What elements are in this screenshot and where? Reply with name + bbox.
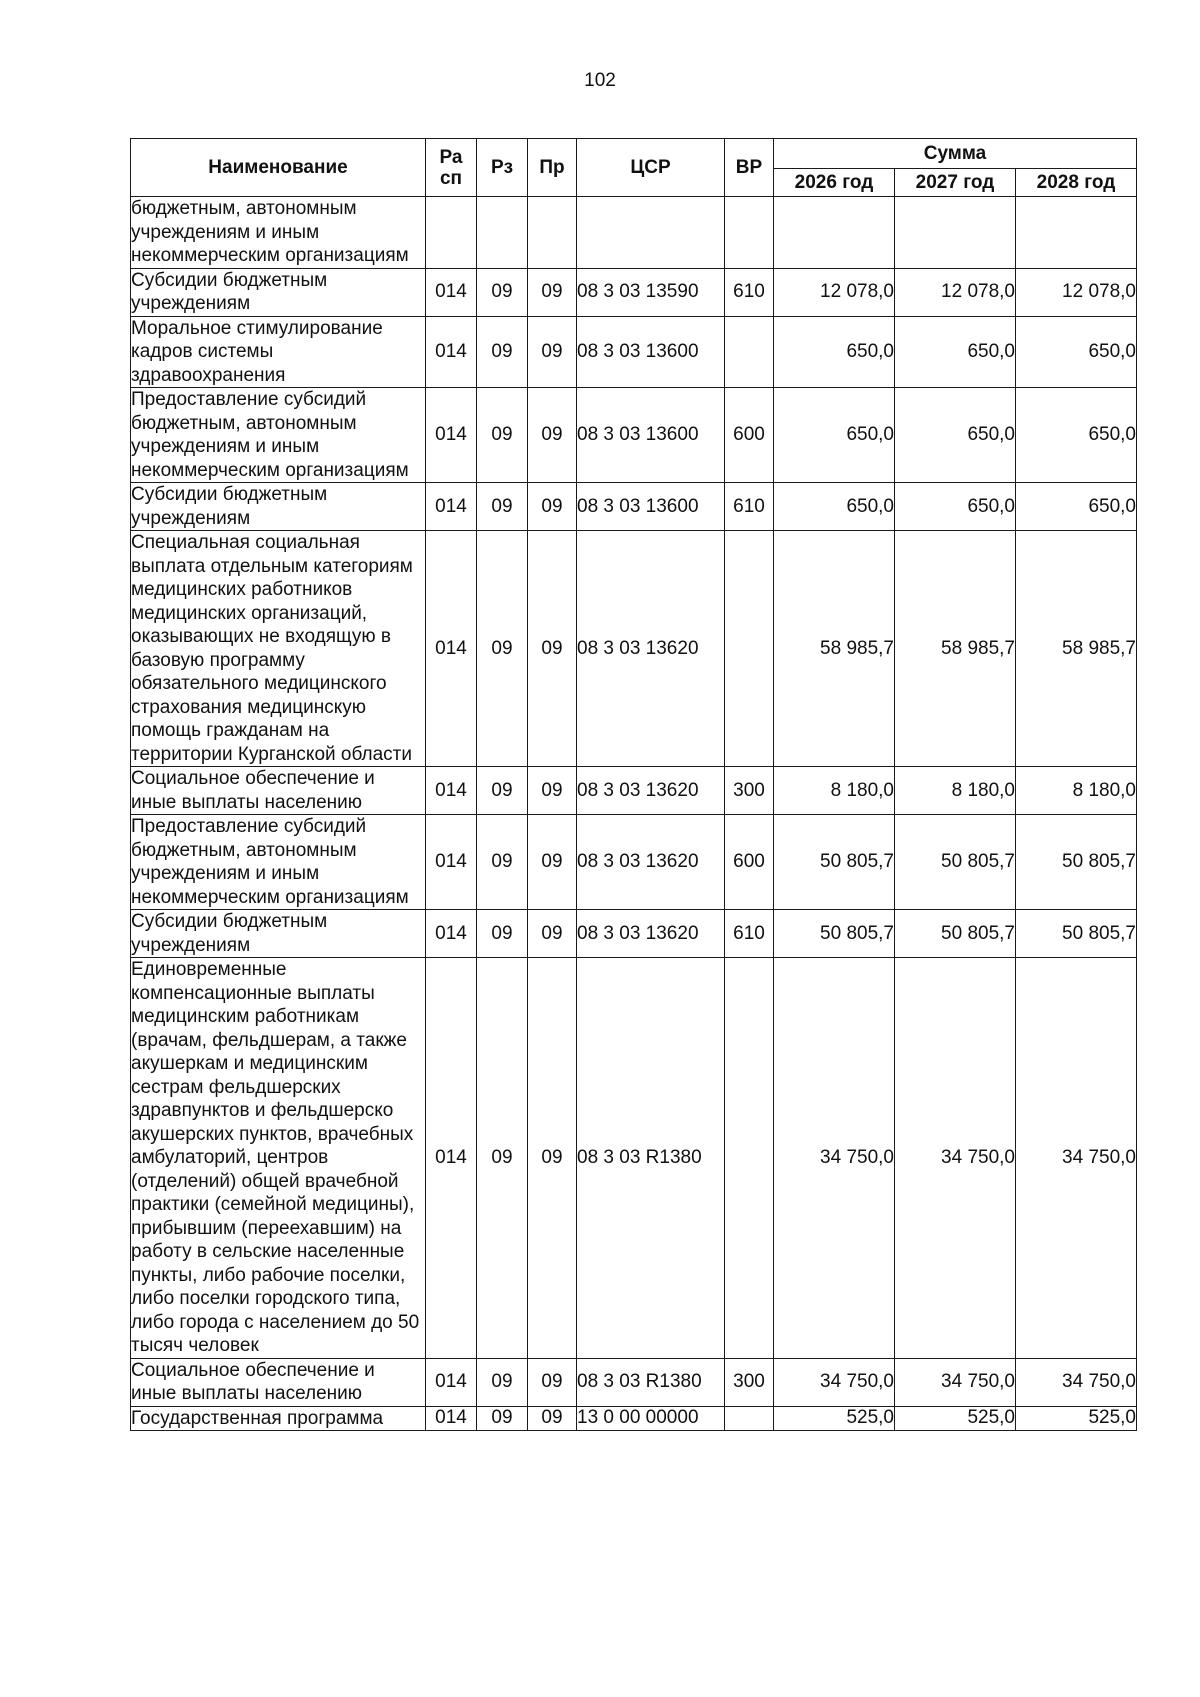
row-sum-2026 (774, 197, 895, 269)
row-sum-2028: 34 750,0 (1016, 958, 1137, 1359)
table-row (131, 1358, 1137, 1406)
row-pr: 09 (528, 316, 577, 388)
row-pr: 09 (528, 1406, 577, 1431)
header-year-2026: 2026 год (774, 169, 895, 197)
row-sum-2027: 50 805,7 (895, 910, 1016, 958)
row-pr: 09 (528, 767, 577, 815)
row-sum-2027: 8 180,0 (895, 767, 1016, 815)
row-rasp: 014 (426, 1358, 477, 1406)
row-sum-2026: 8 180,0 (774, 767, 895, 815)
row-sum-2027: 525,0 (895, 1406, 1016, 1431)
row-name: Субсидии бюджетным учреждениям (131, 910, 426, 958)
row-rz: 09 (477, 767, 528, 815)
row-rz: 09 (477, 1406, 528, 1431)
row-pr: 09 (528, 268, 577, 316)
row-sum-2028: 50 805,7 (1016, 815, 1137, 910)
row-csr: 08 3 03 13620 (577, 815, 725, 910)
row-rz: 09 (477, 815, 528, 910)
row-rasp: 014 (426, 388, 477, 483)
row-name: Социальное обеспечение и иные выплаты населению (131, 767, 426, 815)
row-rasp: 014 (426, 483, 477, 531)
row-rasp: 014 (426, 815, 477, 910)
row-sum-2028 (1016, 197, 1137, 269)
row-rasp: 014 (426, 268, 477, 316)
row-pr: 09 (528, 388, 577, 483)
row-name: Субсидии бюджетным учреждениям (131, 268, 426, 316)
row-sum-2026: 50 805,7 (774, 910, 895, 958)
row-csr: 08 3 03 R1380 (577, 1358, 725, 1406)
row-csr: 08 3 03 R1380 (577, 958, 725, 1359)
row-rasp: 014 (426, 910, 477, 958)
header-year-2028: 2028 год (1016, 169, 1137, 197)
row-name: Единовременные компенсационные выплаты медицинским работникам (врачам, фельдшерам, а также акушеркам и медицинским сестрам фельдшерских здравпунктов и фельдшерско акушерских пунктов, врачебных амбулаторий, центров (отделений) общей врачебной практики (семейной медицины), прибывшим (переехавшим) на работу в сельские населенные пункты, либо рабочие поселки, либо поселки городского типа, либо города с населением до 50 тысяч человек (131, 958, 426, 1359)
row-csr: 08 3 03 13620 (577, 910, 725, 958)
row-rz: 09 (477, 1358, 528, 1406)
header-rasp-line1: Ра (439, 146, 463, 168)
header-rasp-line2: сп (439, 167, 463, 189)
row-vr: 600 (725, 815, 774, 910)
row-rz: 09 (477, 531, 528, 767)
row-sum-2027: 12 078,0 (895, 268, 1016, 316)
row-vr: 610 (725, 483, 774, 531)
table-row (131, 958, 1137, 1359)
row-vr: 600 (725, 388, 774, 483)
row-rasp (426, 197, 477, 269)
row-rz: 09 (477, 268, 528, 316)
row-sum-2026: 650,0 (774, 388, 895, 483)
row-csr: 08 3 03 13600 (577, 388, 725, 483)
row-sum-2028: 50 805,7 (1016, 910, 1137, 958)
row-rasp: 014 (426, 958, 477, 1359)
row-sum-2028: 34 750,0 (1016, 1358, 1137, 1406)
row-sum-2028: 650,0 (1016, 316, 1137, 388)
row-vr (725, 958, 774, 1359)
table-row (131, 268, 1137, 316)
row-name: Предоставление субсидий бюджетным, автономным учреждениям и иным некоммерческим организациям (131, 388, 426, 483)
row-sum-2027 (895, 197, 1016, 269)
row-rasp: 014 (426, 531, 477, 767)
row-csr: 08 3 03 13620 (577, 767, 725, 815)
header-summa: Сумма (774, 139, 1137, 169)
table-row (131, 531, 1137, 767)
page-number: 102 (584, 70, 616, 91)
row-vr: 300 (725, 1358, 774, 1406)
row-rz: 09 (477, 958, 528, 1359)
row-name: Моральное стимулирование кадров системы здравоохранения (131, 316, 426, 388)
header-year-2027: 2027 год (895, 169, 1016, 197)
row-vr (725, 1406, 774, 1431)
row-pr: 09 (528, 531, 577, 767)
row-sum-2027: 650,0 (895, 316, 1016, 388)
table-row (131, 197, 1137, 269)
row-sum-2027: 650,0 (895, 483, 1016, 531)
row-sum-2027: 58 985,7 (895, 531, 1016, 767)
row-sum-2026: 650,0 (774, 483, 895, 531)
row-sum-2027: 50 805,7 (895, 815, 1016, 910)
row-sum-2028: 650,0 (1016, 388, 1137, 483)
row-pr: 09 (528, 1358, 577, 1406)
header-rasp (426, 139, 477, 197)
row-sum-2028: 58 985,7 (1016, 531, 1137, 767)
header-pr: Пр (528, 139, 577, 197)
row-name: Специальная социальная выплата отдельным категориям медицинских работников медицинских организаций, оказывающих не входящую в базовую программу обязательного медицинского страхования медицинскую помощь гражданам на территории Курганской области (131, 531, 426, 767)
row-vr (725, 316, 774, 388)
row-csr: 08 3 03 13600 (577, 483, 725, 531)
row-rz: 09 (477, 910, 528, 958)
row-sum-2026: 50 805,7 (774, 815, 895, 910)
table-row (131, 1406, 1137, 1431)
header-rz: Рз (477, 139, 528, 197)
row-sum-2026: 34 750,0 (774, 1358, 895, 1406)
table-row (131, 910, 1137, 958)
row-pr (528, 197, 577, 269)
row-sum-2028: 650,0 (1016, 483, 1137, 531)
row-rasp: 014 (426, 316, 477, 388)
row-pr: 09 (528, 815, 577, 910)
budget-table (130, 138, 1137, 1431)
row-sum-2026: 58 985,7 (774, 531, 895, 767)
row-sum-2028: 12 078,0 (1016, 268, 1137, 316)
table-row (131, 483, 1137, 531)
row-csr: 13 0 00 00000 (577, 1406, 725, 1431)
row-sum-2028: 8 180,0 (1016, 767, 1137, 815)
row-rz: 09 (477, 388, 528, 483)
row-rasp: 014 (426, 1406, 477, 1431)
row-vr (725, 531, 774, 767)
row-vr: 610 (725, 910, 774, 958)
table-body (131, 197, 1137, 1431)
table-header (131, 139, 1137, 197)
row-vr (725, 197, 774, 269)
row-csr (577, 197, 725, 269)
row-sum-2027: 34 750,0 (895, 958, 1016, 1359)
row-sum-2028: 525,0 (1016, 1406, 1137, 1431)
row-rasp: 014 (426, 767, 477, 815)
row-csr: 08 3 03 13620 (577, 531, 725, 767)
row-vr: 300 (725, 767, 774, 815)
row-sum-2026: 525,0 (774, 1406, 895, 1431)
row-rz (477, 197, 528, 269)
row-name: Субсидии бюджетным учреждениям (131, 483, 426, 531)
table-row (131, 815, 1137, 910)
row-pr: 09 (528, 483, 577, 531)
table-row (131, 767, 1137, 815)
row-rz: 09 (477, 483, 528, 531)
row-sum-2027: 34 750,0 (895, 1358, 1016, 1406)
row-rz: 09 (477, 316, 528, 388)
header-name: Наименование (131, 139, 426, 197)
row-pr: 09 (528, 910, 577, 958)
row-sum-2026: 34 750,0 (774, 958, 895, 1359)
table-row (131, 316, 1137, 388)
row-name: Государственная программа (131, 1406, 426, 1431)
header-csr: ЦСР (577, 139, 725, 197)
table-row (131, 388, 1137, 483)
row-csr: 08 3 03 13590 (577, 268, 725, 316)
row-sum-2026: 12 078,0 (774, 268, 895, 316)
header-vr: ВР (725, 139, 774, 197)
row-name: Социальное обеспечение и иные выплаты населению (131, 1358, 426, 1406)
row-pr: 09 (528, 958, 577, 1359)
row-name: бюджетным, автономным учреждениям и иным некоммерческим организациям (131, 197, 426, 269)
row-csr: 08 3 03 13600 (577, 316, 725, 388)
row-sum-2026: 650,0 (774, 316, 895, 388)
row-vr: 610 (725, 268, 774, 316)
row-sum-2027: 650,0 (895, 388, 1016, 483)
row-name: Предоставление субсидий бюджетным, автономным учреждениям и иным некоммерческим организациям (131, 815, 426, 910)
